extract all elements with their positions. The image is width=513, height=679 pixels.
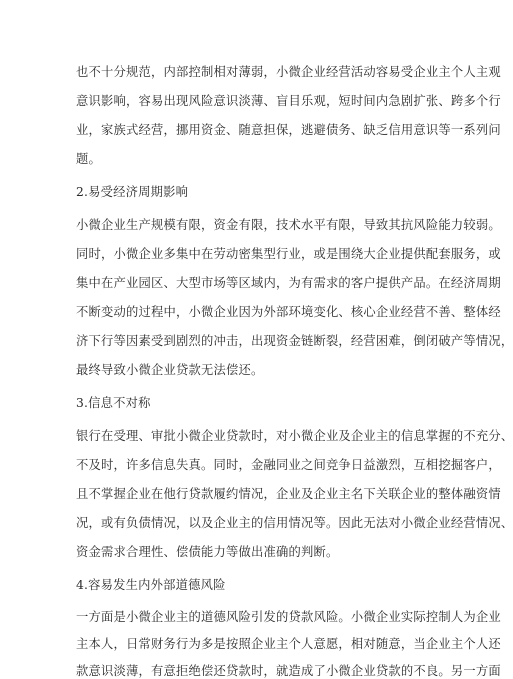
paragraph-line: 主本人，日常财务行为多是按照企业主个人意愿，相对随意，当企业主个人还 xyxy=(76,637,501,651)
paragraph-line: 也不十分规范，内部控制相对薄弱，小微企业经营活动容易受企业主个人主观 xyxy=(76,65,501,79)
paragraph-line: 同时，小微企业多集中在劳动密集型行业，或是围绕大企业提供配套服务，或 xyxy=(76,247,501,261)
paragraph-line: 最终导致小微企业贷款无法偿还。 xyxy=(76,363,264,377)
paragraph-line: 一方面是小微企业主的道德风险引发的贷款风险。小微企业实际控制人为企业 xyxy=(76,610,501,624)
section-heading: 2.易受经济周期影响 xyxy=(76,185,189,199)
paragraph-line: 意识影响，容易出现风险意识淡薄、盲目乐观，短时间内急剧扩张、跨多个行 xyxy=(76,94,501,108)
paragraph-line: 小微企业生产规模有限，资金有限，技术水平有限，导致其抗风险能力较弱。 xyxy=(76,218,501,232)
section-heading: 3.信息不对称 xyxy=(76,396,151,410)
paragraph-line: 况，或有负债情况，以及企业主的信用情况等。因此无法对小微企业经营情况、 xyxy=(76,516,513,530)
paragraph-line: 题。 xyxy=(76,152,101,166)
paragraph-line: 业，家族式经营，挪用资金、随意担保，逃避债务、缺乏信用意识等一系列问 xyxy=(76,123,501,137)
section-heading: 4.容易发生内外部道德风险 xyxy=(76,578,226,592)
paragraph-line: 济下行等因素受到剧烈的冲击，出现资金链断裂，经营困难，倒闭破产等情况， xyxy=(76,334,513,348)
paragraph-line: 银行在受理、审批小微企业贷款时，对小微企业及企业主的信息掌握的不充分、 xyxy=(76,429,513,443)
paragraph-line: 不断变动的过程中，小微企业因为外部环境变化、核心企业经营不善、整体经 xyxy=(76,305,501,319)
paragraph-line: 不及时，许多信息失真。同时，金融同业之间竞争日益激烈，互相挖掘客户， xyxy=(76,458,501,472)
paragraph-line: 资金需求合理性、偿债能力等做出准确的判断。 xyxy=(76,545,339,559)
paragraph-line: 且不掌握企业在他行贷款履约情况，企业及企业主名下关联企业的整体融资情 xyxy=(76,487,501,501)
paragraph-line: 集中在产业园区、大型市场等区域内，为有需求的客户提供产品。在经济周期 xyxy=(76,276,501,290)
paragraph-line: 款意识淡薄，有意拒绝偿还贷款时，就造成了小微企业贷款的不良。另一方面 xyxy=(76,664,501,678)
